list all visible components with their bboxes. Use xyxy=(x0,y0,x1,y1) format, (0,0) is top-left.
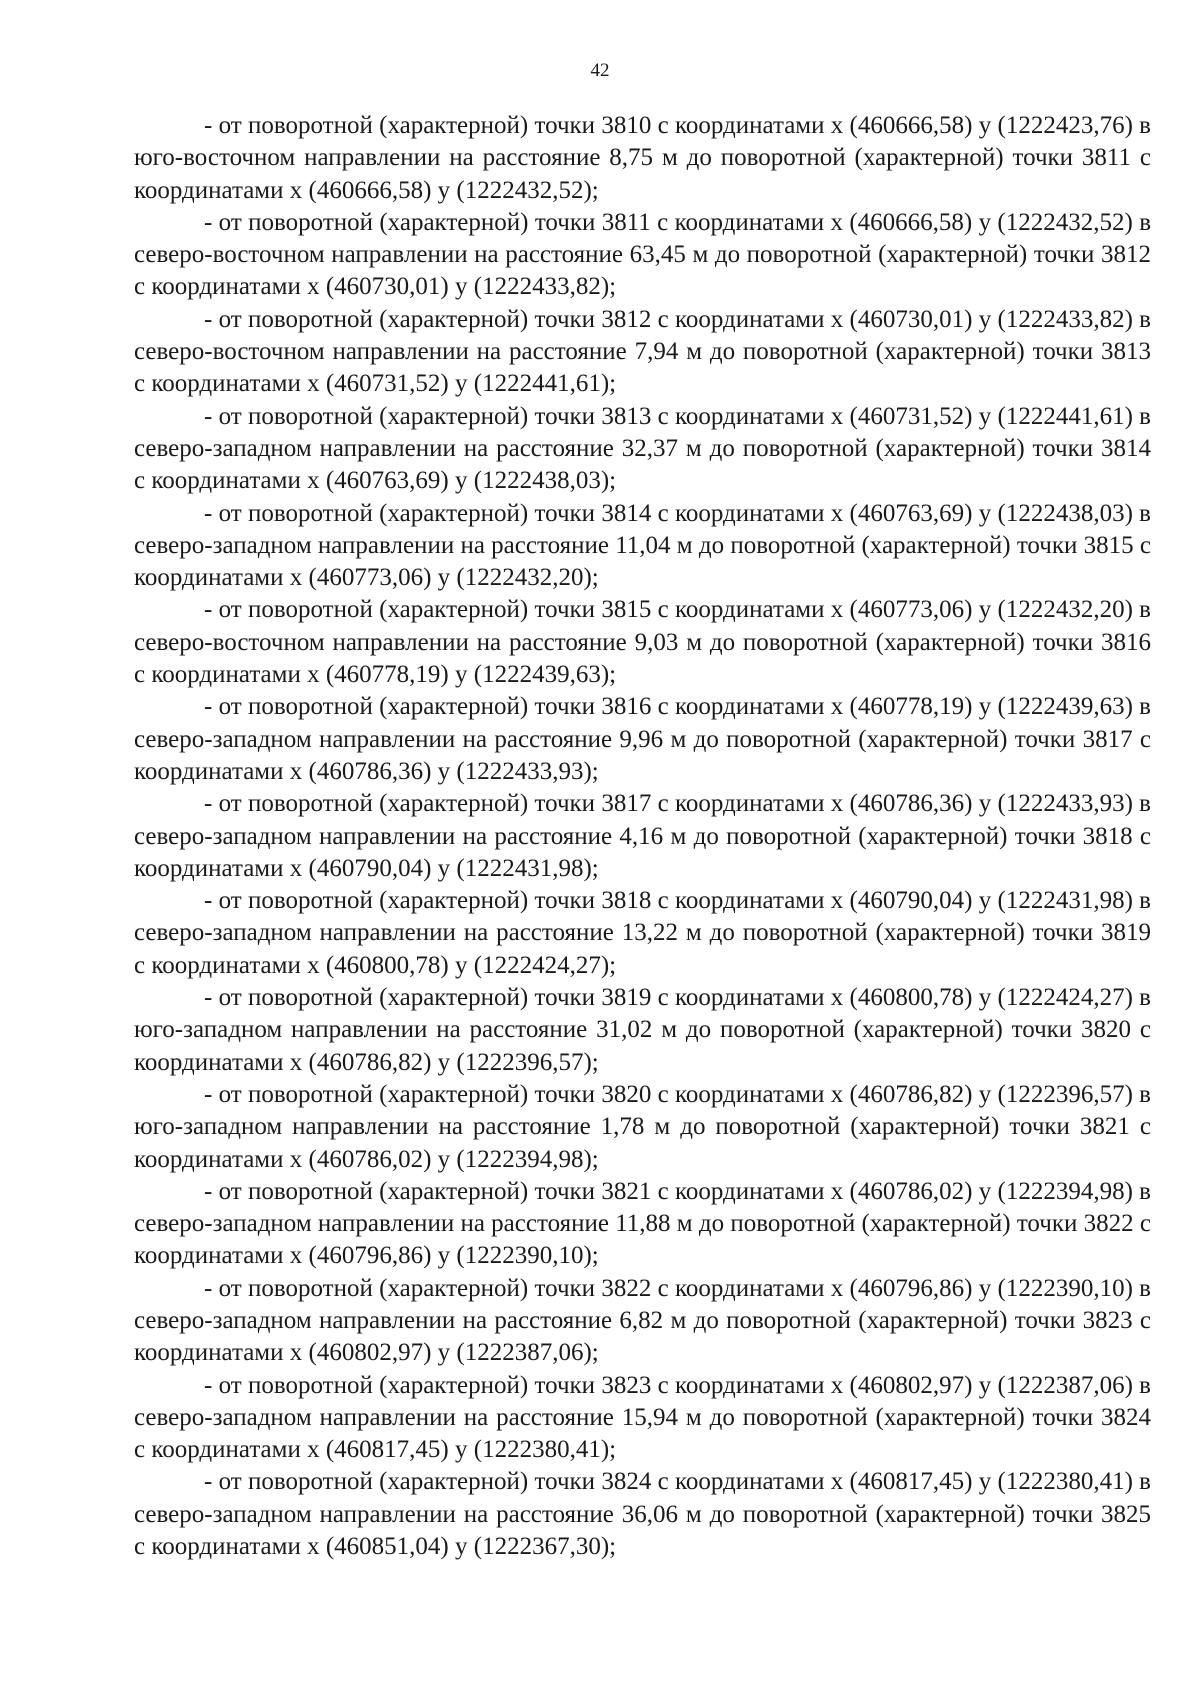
paragraph: - от поворотной (характерной) точки 3822 с координатами x (460796,86) y (1222390,10) в северо-западном направлении на расстояние 6,82 м до поворотной (характерной) точки 3823 с координатами x (460802,97) y (1222387,06); xyxy=(134,1274,1151,1367)
paragraph: - от поворотной (характерной) точки 3812 с координатами x (460730,01) y (1222433,82) в северо-восточном направлении на расстояние 7,94 м до поворотной (характерной) точки 3813 с координатами x (460731,52) y (1222441,61); xyxy=(134,305,1151,398)
paragraph: - от поворотной (характерной) точки 3818 с координатами x (460790,04) y (1222431,98) в северо-западном направлении на расстояние 13,22 м до поворотной (характерной) точки 3819 с координатами x (460800,78) y (1222424,27); xyxy=(134,887,1151,979)
paragraph: - от поворотной (характерной) точки 3813 с координатами x (460731,52) y (1222441,61) в северо-западном направлении на расстояние 32,37 м до поворотной (характерной) точки 3814 с координатами x (460763,69) y (1222438,03); xyxy=(134,402,1151,495)
paragraph: - от поворотной (характерной) точки 3824 с координатами x (460817,45) y (1222380,41) в северо-западном направлении на расстояние 36,06 м до поворотной (характерной) точки 3825 с координатами x (460851,04) y (1222367,30); xyxy=(134,1468,1151,1561)
paragraph: - от поворотной (характерной) точки 3819 с координатами x (460800,78) y (1222424,27) в юго-западном направлении на расстояние 31,02 м до поворотной (характерной) точки 3820 с координатами x (460786,82) y (1222396,57); xyxy=(134,984,1151,1076)
paragraph: - от поворотной (характерной) точки 3820 с координатами x (460786,82) y (1222396,57) в юго-западном направлении на расстояние 1,78 м до поворотной (характерной) точки 3821 с координатами x (460786,02) y (1222394,98); xyxy=(134,1080,1151,1173)
paragraph: - от поворотной (характерной) точки 3817 с координатами x (460786,36) y (1222433,93) в северо-западном направлении на расстояние 4,16 м до поворотной (характерной) точки 3818 с координатами x (460790,04) y (1222431,98); xyxy=(134,790,1151,882)
paragraph: - от поворотной (характерной) точки 3814 с координатами x (460763,69) y (1222438,03) в северо-западном направлении на расстояние 11,04 м до поворотной (характерной) точки 3815 с координатами x (460773,06) y (1222432,20); xyxy=(134,499,1151,592)
paragraph: - от поворотной (характерной) точки 3823 с координатами x (460802,97) y (1222387,06) в северо-западном направлении на расстояние 15,94 м до поворотной (характерной) точки 3824 с координатами x (460817,45) y (1222380,41); xyxy=(134,1371,1151,1464)
paragraph: - от поворотной (характерной) точки 3810 с координатами x (460666,58) y (1222423,76) в юго-восточном направлении на расстояние 8,75 м до поворотной (характерной) точки 3811 с координатами x (460666,58) y (1222432,52); xyxy=(134,112,1151,204)
paragraph: - от поворотной (характерной) точки 3816 с координатами x (460778,19) y (1222439,63) в северо-западном направлении на расстояние 9,96 м до поворотной (характерной) точки 3817 с координатами x (460786,36) y (1222433,93); xyxy=(134,693,1151,785)
page-number: 42 xyxy=(590,60,610,81)
paragraph: - от поворотной (характерной) точки 3811 с координатами x (460666,58) y (1222432,52) в северо-восточном направлении на расстояние 63,45 м до поворотной (характерной) точки 3812 с координатами x (460730,01) y (1222433,82); xyxy=(134,208,1151,301)
document-body xyxy=(134,110,1151,1563)
paragraph: - от поворотной (характерной) точки 3815 с координатами x (460773,06) y (1222432,20) в северо-восточном направлении на расстояние 9,03 м до поворотной (характерной) точки 3816 с координатами x (460778,19) y (1222439,63); xyxy=(134,596,1151,689)
paragraph: - от поворотной (характерной) точки 3821 с координатами x (460786,02) y (1222394,98) в северо-западном направлении на расстояние 11,88 м до поворотной (характерной) точки 3822 с координатами x (460796,86) y (1222390,10); xyxy=(134,1177,1151,1270)
